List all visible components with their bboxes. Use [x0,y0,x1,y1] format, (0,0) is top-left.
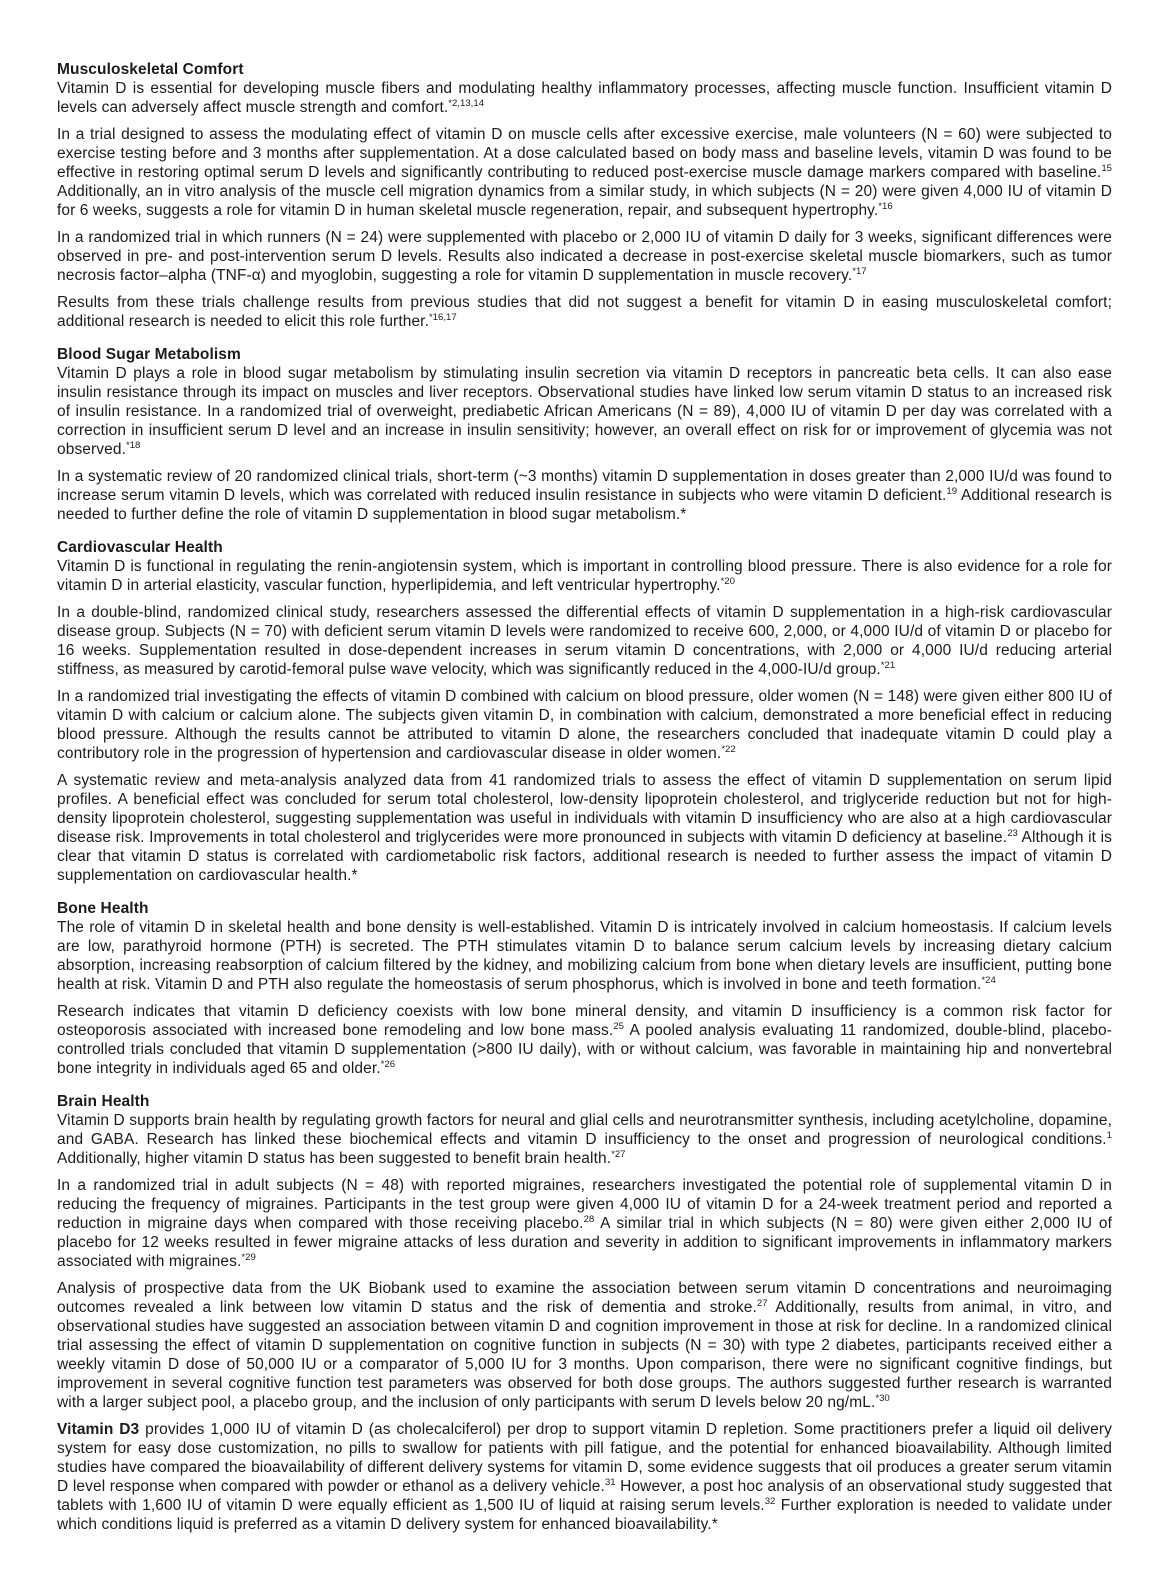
reference-superscript: *30 [875,1392,890,1404]
reference-superscript: 25 [613,1020,624,1032]
reference-superscript: 19 [946,485,958,497]
reference-superscript: 1 [1106,1129,1112,1141]
section-heading: Cardiovascular Health [57,539,223,556]
paragraph [57,687,1112,763]
paragraph-text: Additionally, results from animal, in vitro, and observational studies have suggested an association between vitamin D and cognition improvement in those at risk for decline. In a randomized clinical trial assessing the effect of vitamin D supplementation on cognitive function in subjects (N = 30) with type 2 diabetes, participants received either a weekly vitamin D dose of 50,000 IU or a comparator of 5,000 IU for 3 months. Upon comparison, there were no significant cognitive findings, but improvement in several cognitive function test parameters was observed for both dose groups. The authors suggested further research is warranted with a larger subject pool, a placebo group, and the inclusion of only participants with serum D levels below 20 ng/mL. [57,1299,1113,1411]
paragraph [57,918,1112,994]
section-heading: Brain Health [57,1093,150,1110]
reference-superscript: 27 [756,1297,768,1309]
paragraph [57,1002,1112,1078]
reference-superscript: 28 [583,1213,595,1225]
paragraph-text: provides 1,000 IU of vitamin D (as cholecalciferol) per drop to support vitamin D repletion. Some practitioners prefer a liquid oil delivery system for easy dose customization, no pills to swallow for patients with pill fatigue, and the potential for enhanced bioavailability. Although limited studies have compared the bioavailability of different delivery systems for vitamin D, some evidence suggests that oil produces a greater serum vitamin D level response when compared with powder or ethanol as a delivery vehicle. [57,1421,1112,1495]
reference-superscript: 32 [764,1495,776,1507]
section-heading: Musculoskeletal Comfort [57,61,244,78]
paragraph-text: However, a post hoc analysis of an observational study suggested that tablets with 1,600 IU of vitamin D were equally efficient as 1,500 IU of liquid at raising serum levels. [57,1478,1112,1514]
reference-superscript: *26 [380,1058,396,1070]
paragraph-text: Vitamin D is essential for developing muscle fibers and modulating healthy inflammatory processes, affecting muscle function. Insufficient vitamin D levels can adversely affect muscle strength and comfort. [57,80,1112,116]
paragraph [57,603,1112,679]
reference-superscript: 31 [604,1476,616,1488]
reference-superscript: *22 [721,743,736,755]
paragraph [57,771,1112,885]
paragraph-text: Research indicates that vitamin D deficiency coexists with low bone mineral density, and vitamin D insufficiency is a common risk factor for osteoporosis associated with increased bone remodeling and low bone mass. [57,1003,1112,1039]
reference-superscript: *17 [852,265,867,277]
paragraph-text: Additional research is needed to further define the role of vitamin D supplementation in blood sugar metabolism.* [57,487,1112,523]
paragraph [57,1279,1112,1412]
reference-superscript: *27 [611,1148,626,1160]
paragraph [57,1420,1112,1534]
section-heading: Bone Health [57,900,149,917]
reference-superscript: *16,17 [428,311,457,323]
paragraph [57,1111,1112,1168]
paragraph-text: A pooled analysis evaluating 11 randomized, double-blind, placebo-controlled trials concluded that vitamin D supplementation (>800 IU daily), with or without calcium, was favorable in maintaining hip and nonvertebral bone integrity in individuals aged 65 and older. [57,1022,1113,1077]
paragraph-text: A systematic review and meta-analysis analyzed data from 41 randomized trials to assess the effect of vitamin D supplementation on serum lipid profiles. A beneficial effect was concluded for serum total cholesterol, low-density lipoprotein cholesterol, and triglyceride reduction but not for high-density lipoprotein cholesterol, suggesting supplementation was useful in individuals with vitamin D insufficiency who are also at a high cardiovascular disease risk. Improvements in total cholesterol and triglycerides were more pronounced in subjects with vitamin D deficiency at baseline. [57,772,1112,846]
reference-superscript: 15 [1101,162,1112,174]
reference-superscript: *18 [125,439,141,451]
bold-lead-text: Vitamin D3 [57,1421,140,1438]
paragraph [57,557,1112,595]
paragraph-text: Analysis of prospective data from the UK Biobank used to examine the association between serum vitamin D concentrations and neuroimaging outcomes revealed a link between low vitamin D status and the risk of dementia and stroke. [57,1280,1112,1316]
paragraph [57,364,1112,459]
paragraph-text: Additionally, an in vitro analysis of the muscle cell migration dynamics from a similar study, in which subjects (N = 20) were given 4,000 IU of vitamin D for 6 weeks, suggests a role for vitamin D in human skeletal muscle regeneration, repair, and subsequent hypertrophy. [57,183,1112,219]
reference-superscript: *16 [878,200,893,212]
paragraph [57,1176,1112,1271]
paragraph-text: A similar trial in which subjects (N = 80) were given either 2,000 IU of placebo for 12 weeks resulted in fewer migraine attacks of less duration and severity in addition to significant improvements in inflammatory markers associated with migraines. [57,1215,1112,1270]
paragraph [57,467,1112,524]
section-heading: Blood Sugar Metabolism [57,346,241,363]
paragraph [57,125,1112,220]
reference-superscript: *2,13,14 [448,97,485,109]
paragraph-text: Results from these trials challenge results from previous studies that did not suggest a benefit for vitamin D in easing musculoskeletal comfort; additional research is needed to elicit this role further. [57,294,1112,330]
reference-superscript: *29 [241,1251,256,1263]
paragraph-text: Vitamin D plays a role in blood sugar metabolism by stimulating insulin secretion via vitamin D receptors in pancreatic beta cells. It can also ease insulin resistance through its impact on muscles and liver receptors. Observational studies have linked low serum vitamin D status to an increased risk of insulin resistance. In a randomized trial of overweight, prediabetic African Americans (N = 89), 4,000 IU of vitamin D per day was correlated with a correction in insufficient serum D level and an increase in insulin sensitivity; however, an overall effect on risk for or improvement of glycemia was not observed. [57,365,1112,458]
reference-superscript: *20 [720,575,735,587]
paragraph [57,79,1112,117]
paragraph-text: Although it is clear that vitamin D status is correlated with cardiometabolic risk factors, additional research is needed to further assess the impact of vitamin D supplementation on cardiovascular health.* [57,829,1112,884]
paragraph-text: Further exploration is needed to validate under which conditions liquid is preferred as a vitamin D delivery system for enhanced bioavailability.* [57,1497,1112,1533]
reference-superscript: *24 [981,974,996,986]
paragraph-text: The role of vitamin D in skeletal health and bone density is well-established. Vitamin D is intricately involved in calcium homeostasis. If calcium levels are low, parathyroid hormone (PTH) is secreted. The PTH stimulates vitamin D to balance serum calcium levels by increasing dietary calcium absorption, increasing reabsorption of calcium filtered by the kidney, and mobilizing calcium from bone when dietary levels are insufficient, putting bone health at risk. Vitamin D and PTH also regulate the homeostasis of serum phosphorus, which is involved in bone and teeth formation. [57,919,1112,993]
paragraph [57,228,1112,285]
paragraph-text: Vitamin D is functional in regulating the renin-angiotensin system, which is important in controlling blood pressure. There is also evidence for a role for vitamin D in arterial elasticity, vascular function, hyperlipidemia, and left ventricular hypertrophy. [57,558,1112,594]
paragraph-text: In a systematic review of 20 randomized clinical trials, short-term (~3 months) vitamin D supplementation in doses greater than 2,000 IU/d was found to increase serum vitamin D levels, which was correlated with reduced insulin resistance in subjects who were vitamin D deficient. [57,468,1112,504]
paragraph-text: In a randomized trial in adult subjects (N = 48) with reported migraines, researchers investigated the potential role of supplemental vitamin D in reducing the frequency of migraines. Participants in the test group were given 4,000 IU of vitamin D for a 24-week treatment period and reported a reduction in migraine days when compared with those receiving placebo. [57,1177,1112,1232]
paragraph [57,293,1112,331]
document-body [57,60,1112,1534]
reference-superscript: *21 [880,659,896,671]
paragraph-text: In a randomized trial in which runners (N = 24) were supplemented with placebo or 2,000 IU of vitamin D daily for 3 weeks, significant differences were observed in pre- and post-intervention serum D levels. Results also indicated a decrease in post-exercise skeletal muscle biomarkers, such as tumor necrosis factor–alpha (TNF-α) and myoglobin, suggesting a role for vitamin D supplementation in muscle recovery. [57,229,1112,284]
paragraph-text: In a trial designed to assess the modulating effect of vitamin D on muscle cells after excessive exercise, male volunteers (N = 60) were subjected to exercise testing before and 3 months after supplementation. At a dose calculated based on body mass and baseline levels, vitamin D was found to be effective in restoring optimal serum D levels and significantly contributing to reduced post-exercise muscle damage markers compared with baseline. [57,126,1112,181]
paragraph-text: Vitamin D supports brain health by regulating growth factors for neural and glial cells and neurotransmitter synthesis, including acetylcholine, dopamine, and GABA. Research has linked these biochemical effects and vitamin D insufficiency to the onset and progression of neurological conditions. [57,1112,1112,1148]
reference-superscript: 23 [1007,827,1018,839]
paragraph-text: In a randomized trial investigating the effects of vitamin D combined with calcium on blood pressure, older women (N = 148) were given either 800 IU of vitamin D with calcium or calcium alone. The subjects given vitamin D, in combination with calcium, demonstrated a more beneficial effect in reducing blood pressure. Although the results cannot be attributed to vitamin D alone, the researchers concluded that inadequate vitamin D could play a contributory role in the progression of hypertension and cardiovascular disease in older women. [57,688,1112,762]
paragraph-text: Additionally, higher vitamin D status has been suggested to benefit brain health. [57,1150,612,1167]
paragraph-text: In a double-blind, randomized clinical study, researchers assessed the differential effects of vitamin D supplementation in a high-risk cardiovascular disease group. Subjects (N = 70) with deficient serum vitamin D levels were randomized to receive 600, 2,000, or 4,000 IU/d of vitamin D or placebo for 16 weeks. Supplementation resulted in dose-dependent increases in serum vitamin D concentrations, with 2,000 or 4,000 IU/d reducing arterial stiffness, as measured by carotid-femoral pulse wave velocity, which was significantly reduced in the 4,000-IU/d group. [57,604,1112,678]
